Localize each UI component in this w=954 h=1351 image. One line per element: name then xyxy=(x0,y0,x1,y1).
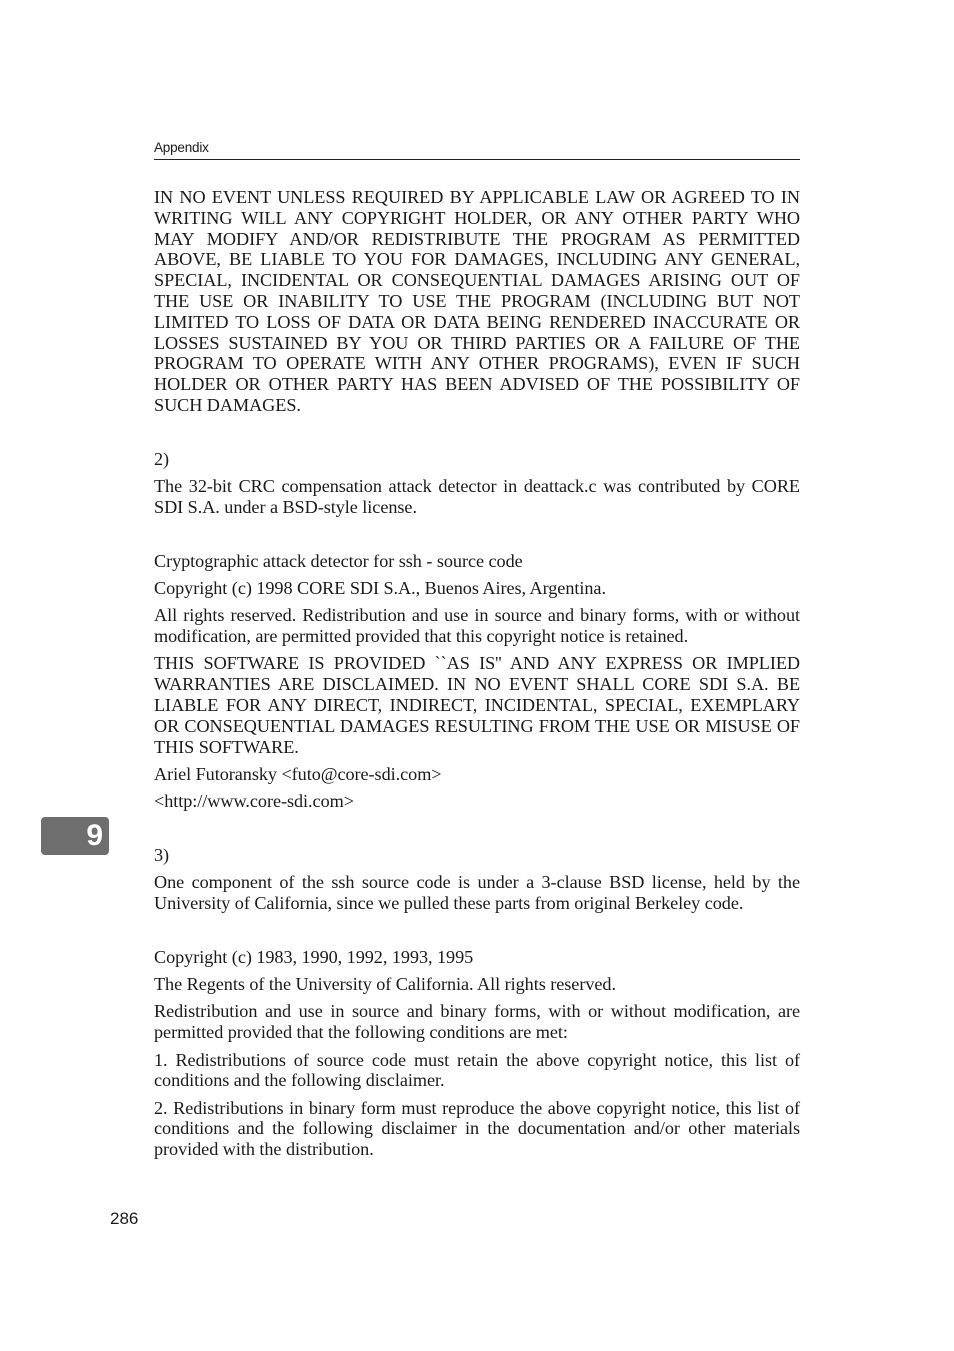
uc-copyright: Copyright (c) 1983, 1990, 1992, 1993, 1995 xyxy=(154,946,474,967)
bsd-intro-paragraph: One component of the ssh source code is under a 3-clause BSD license, held by the University of California, since we pulled these parts from original Berkeley code. xyxy=(154,872,800,914)
core-sdi-rights-paragraph: All rights reserved. Redistribution and use in source and binary forms, with or without modification, are permitted provided that this copyright notice is retained. xyxy=(154,605,800,647)
crypto-detector-title: Cryptographic attack detector for ssh - source code xyxy=(154,550,523,571)
chapter-number: 9 xyxy=(86,819,103,852)
section-number-2: 2) xyxy=(154,448,170,469)
core-sdi-warranty-paragraph: THIS SOFTWARE IS PROVIDED ``AS IS'' AND ANY EXPRESS OR IMPLIED WARRANTIES ARE DISCLAIMED. IN NO EVENT SHALL CORE SDI S.A. BE LIABLE FOR ANY DIRECT, INDIRECT, INCIDENTAL, SPECIAL, EXEMPLARY OR CONSEQUENTIAL DAMAGES RESULTING FROM THE USE OR MISUSE OF THIS SOFTWARE. xyxy=(154,653,800,757)
page-body xyxy=(154,187,800,1160)
running-header xyxy=(154,139,800,160)
section-number-3: 3) xyxy=(154,844,170,865)
condition-2-paragraph: 2. Redistributions in binary form must reproduce the above copyright notice, this list of conditions and the following disclaimer in the documentation and/or other materials provided with the distribution. xyxy=(154,1097,800,1160)
condition-1-paragraph: 1. Redistributions of source code must retain the above copyright notice, this list of conditions and the following disclaimer. xyxy=(154,1049,800,1091)
disclaimer-paragraph: IN NO EVENT UNLESS REQUIRED BY APPLICABLE LAW OR AGREED TO IN WRITING WILL ANY COPYRIGHT HOLDER, OR ANY OTHER PARTY WHO MAY MODIFY AND/OR REDISTRIBUTE THE PROGRAM AS PERMITTED ABOVE, BE LIABLE TO YOU FOR DAMAGES, INCLUDING ANY GENERAL, SPECIAL, INCIDENTAL OR CONSEQUENTIAL DAMAGES ARISING OUT OF THE USE OR INABILITY TO USE THE PROGRAM (INCLUDING BUT NOT LIMITED TO LOSS OF DATA OR DATA BEING RENDERED INACCURATE OR LOSSES SUSTAINED BY YOU OR THIRD PARTIES OR A FAILURE OF THE PROGRAM TO OPERATE WITH ANY OTHER PROGRAMS), EVEN IF SUCH HOLDER OR OTHER PARTY HAS BEEN ADVISED OF THE POSSIBILITY OF SUCH DAMAGES. xyxy=(154,187,800,415)
section-title: Appendix xyxy=(154,140,209,155)
uc-regents-line: The Regents of the University of California. All rights reserved. xyxy=(154,974,616,995)
page-number: 286 xyxy=(110,1209,139,1228)
core-sdi-copyright: Copyright (c) 1998 CORE SDI S.A., Buenos Aires, Argentina. xyxy=(154,577,606,598)
author-line: Ariel Futoransky <futo@core-sdi.com> xyxy=(154,763,442,784)
uc-redistribution-paragraph: Redistribution and use in source and binary forms, with or without modification, are permitted provided that the following conditions are met: xyxy=(154,1001,800,1043)
core-sdi-url: <http://www.core-sdi.com> xyxy=(154,791,354,812)
chapter-tab xyxy=(41,817,109,855)
crc-intro-paragraph: The 32-bit CRC compensation attack detector in deattack.c was contributed by CORE SDI S.A. under a BSD-style license. xyxy=(154,476,800,517)
